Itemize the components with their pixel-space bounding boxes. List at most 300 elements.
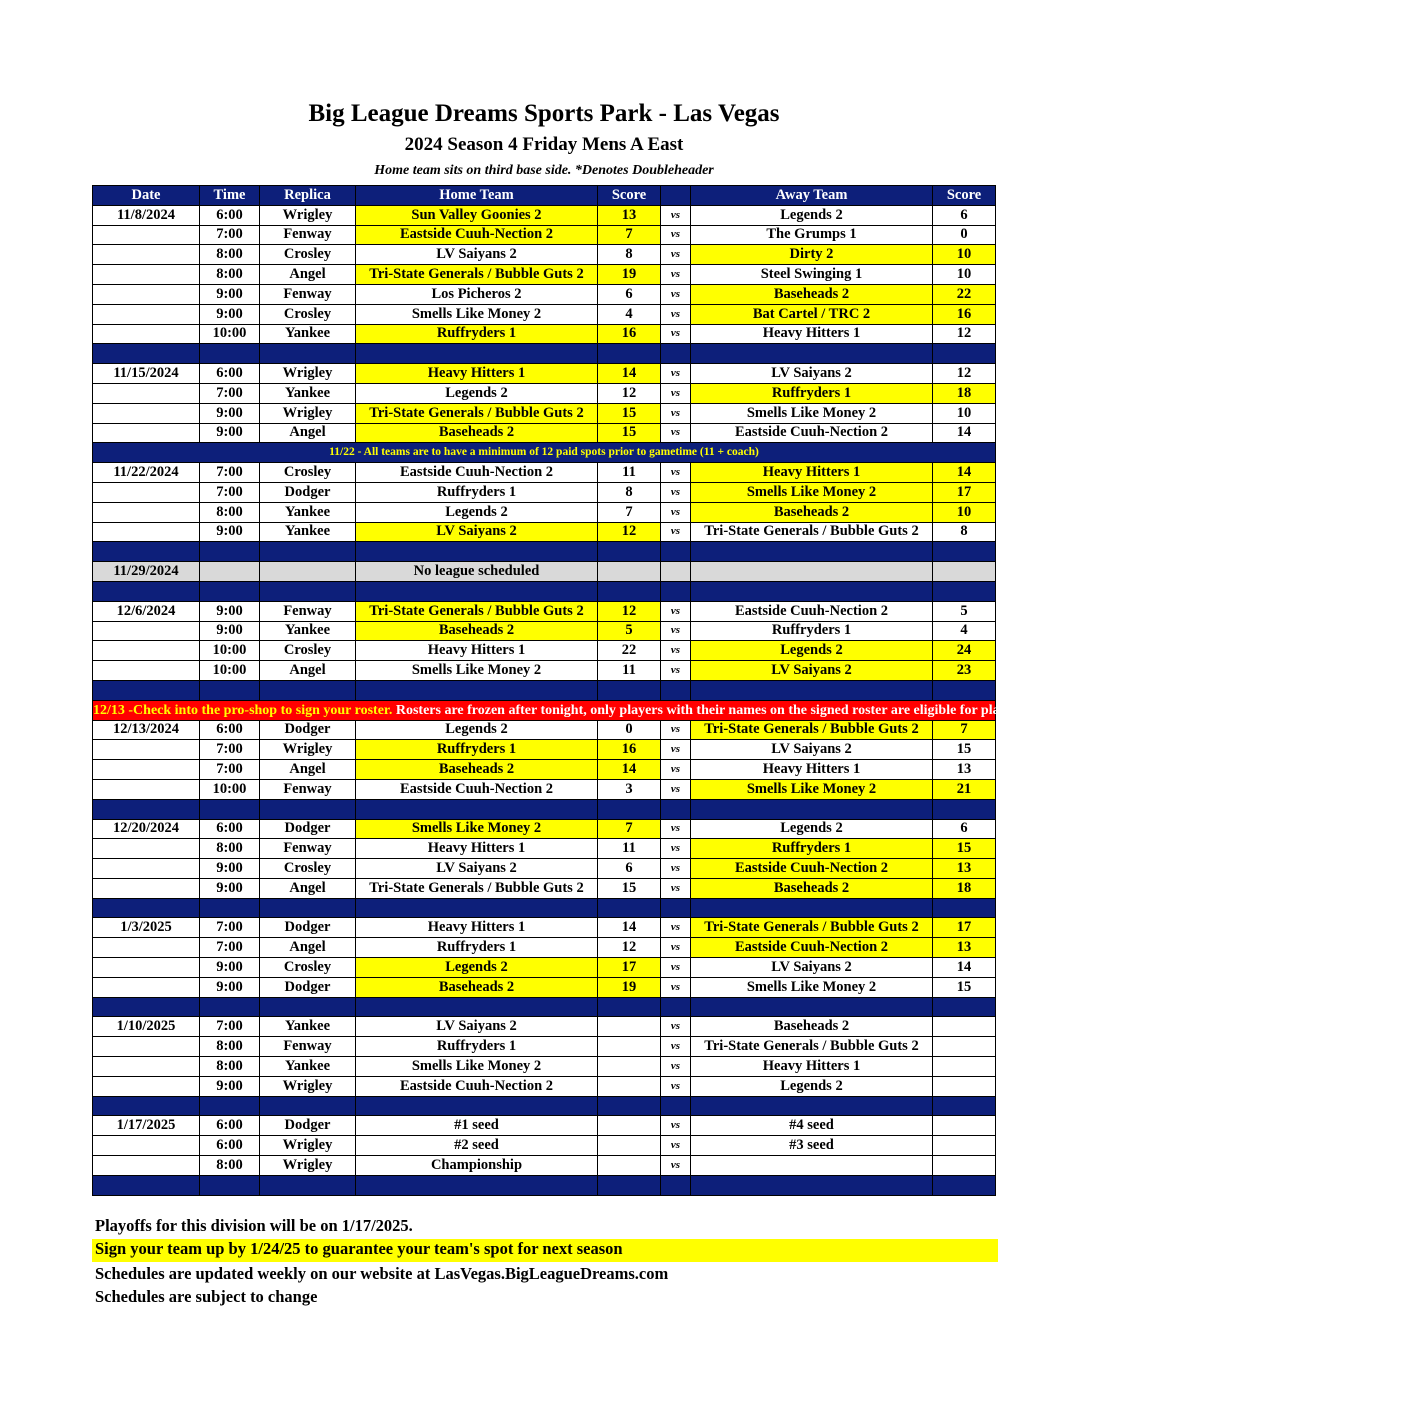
away-score: 18 <box>933 383 996 403</box>
game-field: Wrigley <box>260 205 356 225</box>
game-date <box>93 859 200 879</box>
home-team: LV Saiyans 2 <box>356 522 598 542</box>
away-team: Tri-State Generals / Bubble Guts 2 <box>691 720 933 740</box>
away-score: 16 <box>933 304 996 324</box>
separator-cell <box>200 1175 260 1195</box>
separator-cell <box>93 1175 200 1195</box>
game-row <box>93 364 996 384</box>
home-team: Heavy Hitters 1 <box>356 918 598 938</box>
vs-cell: vs <box>661 1057 691 1077</box>
away-team: Legends 2 <box>691 819 933 839</box>
game-time: 6:00 <box>200 205 260 225</box>
separator-cell <box>200 680 260 700</box>
home-score: 15 <box>598 423 661 443</box>
vs-cell: vs <box>661 423 691 443</box>
game-row <box>93 403 996 423</box>
game-time: 6:00 <box>200 819 260 839</box>
away-score <box>933 1017 996 1037</box>
game-time: 8:00 <box>200 265 260 285</box>
roster-warning-highlight: 12/13 -Check into the pro-shop to sign your roster. <box>93 702 393 718</box>
home-score <box>598 1017 661 1037</box>
col-replica-header: Replica <box>260 186 356 206</box>
game-row <box>93 839 996 859</box>
away-team: Steel Swinging 1 <box>691 265 933 285</box>
game-date <box>93 878 200 898</box>
game-field: Angel <box>260 265 356 285</box>
col-away-score-header: Score <box>933 186 996 206</box>
away-score <box>933 1037 996 1057</box>
away-team: LV Saiyans 2 <box>691 364 933 384</box>
game-field: Yankee <box>260 1057 356 1077</box>
home-team: Legends 2 <box>356 958 598 978</box>
home-score: 16 <box>598 324 661 344</box>
game-row <box>93 284 996 304</box>
vs-cell: vs <box>661 938 691 958</box>
home-team: Smells Like Money 2 <box>356 304 598 324</box>
away-team: Heavy Hitters 1 <box>691 1057 933 1077</box>
game-date <box>93 1057 200 1077</box>
vs-cell: vs <box>661 245 691 265</box>
game-date <box>93 265 200 285</box>
home-score: 14 <box>598 760 661 780</box>
game-date <box>93 958 200 978</box>
game-field: Wrigley <box>260 403 356 423</box>
game-row <box>93 760 996 780</box>
separator-cell <box>260 799 356 819</box>
footer-change-note: Schedules are subject to change <box>95 1287 318 1306</box>
separator-row <box>93 581 996 601</box>
vs-cell: vs <box>661 1037 691 1057</box>
separator-cell <box>661 898 691 918</box>
away-team: Bat Cartel / TRC 2 <box>691 304 933 324</box>
vs-cell: vs <box>661 324 691 344</box>
separator-cell <box>598 542 661 562</box>
home-score: 5 <box>598 621 661 641</box>
separator-cell <box>691 898 933 918</box>
game-time: 7:00 <box>200 1017 260 1037</box>
away-team: Heavy Hitters 1 <box>691 324 933 344</box>
vs-cell: vs <box>661 364 691 384</box>
home-team: Legends 2 <box>356 502 598 522</box>
away-score: 7 <box>933 720 996 740</box>
game-row <box>93 304 996 324</box>
away-score: 15 <box>933 740 996 760</box>
home-team: #1 seed <box>356 1116 598 1136</box>
separator-cell <box>93 344 200 364</box>
separator-cell <box>691 344 933 364</box>
away-team: Heavy Hitters 1 <box>691 463 933 483</box>
home-team: Los Picheros 2 <box>356 284 598 304</box>
game-time: 10:00 <box>200 324 260 344</box>
away-team: Legends 2 <box>691 205 933 225</box>
game-row <box>93 383 996 403</box>
separator-row <box>93 344 996 364</box>
away-team <box>691 1156 933 1176</box>
away-team: Smells Like Money 2 <box>691 482 933 502</box>
vs-cell: vs <box>661 918 691 938</box>
away-team: Ruffryders 1 <box>691 621 933 641</box>
separator-cell <box>933 1175 996 1195</box>
game-field: Crosley <box>260 859 356 879</box>
game-field: Angel <box>260 760 356 780</box>
game-time: 7:00 <box>200 760 260 780</box>
home-score: 12 <box>598 522 661 542</box>
game-time: 7:00 <box>200 383 260 403</box>
away-score: 6 <box>933 205 996 225</box>
game-field: Dodger <box>260 977 356 997</box>
home-team: Legends 2 <box>356 720 598 740</box>
game-time: 9:00 <box>200 878 260 898</box>
separator-cell <box>356 799 598 819</box>
away-score: 14 <box>933 463 996 483</box>
separator-row <box>93 799 996 819</box>
away-team: Eastside Cuuh-Nection 2 <box>691 423 933 443</box>
schedule-table <box>92 185 1421 1196</box>
game-field: Crosley <box>260 641 356 661</box>
home-team: Championship <box>356 1156 598 1176</box>
away-team: Smells Like Money 2 <box>691 779 933 799</box>
away-team: Baseheads 2 <box>691 502 933 522</box>
away-score <box>933 1136 996 1156</box>
game-date: 11/22/2024 <box>93 463 200 483</box>
home-team: Smells Like Money 2 <box>356 819 598 839</box>
separator-cell <box>260 344 356 364</box>
separator-cell <box>691 680 933 700</box>
away-score: 12 <box>933 324 996 344</box>
away-score: 15 <box>933 977 996 997</box>
separator-cell <box>598 898 661 918</box>
game-date <box>93 621 200 641</box>
separator-cell <box>93 898 200 918</box>
separator-cell <box>200 898 260 918</box>
vs-cell: vs <box>661 819 691 839</box>
game-row <box>93 938 996 958</box>
separator-cell <box>598 680 661 700</box>
game-time: 9:00 <box>200 403 260 423</box>
game-date <box>93 403 200 423</box>
game-date <box>93 245 200 265</box>
game-date: 12/20/2024 <box>93 819 200 839</box>
game-row <box>93 1116 996 1136</box>
vs-cell: vs <box>661 779 691 799</box>
header-row <box>93 186 996 206</box>
game-row <box>93 463 996 483</box>
home-team: Baseheads 2 <box>356 621 598 641</box>
game-time: 9:00 <box>200 977 260 997</box>
home-score: 3 <box>598 779 661 799</box>
vs-cell: vs <box>661 463 691 483</box>
game-date <box>93 482 200 502</box>
notice-text: 11/22 - All teams are to have a minimum of 12 paid spots prior to gametime (11 + coach) <box>93 443 996 463</box>
no-league-text: No league scheduled <box>356 562 598 582</box>
game-field: Yankee <box>260 502 356 522</box>
game-date <box>93 423 200 443</box>
home-score: 7 <box>598 819 661 839</box>
home-team: Ruffryders 1 <box>356 324 598 344</box>
home-team: LV Saiyans 2 <box>356 1017 598 1037</box>
game-row <box>93 1037 996 1057</box>
roster-warning-banner <box>93 700 1421 720</box>
game-date: 11/8/2024 <box>93 205 200 225</box>
away-score: 5 <box>933 601 996 621</box>
game-date <box>93 502 200 522</box>
vs-cell: vs <box>661 502 691 522</box>
separator-cell <box>661 1175 691 1195</box>
separator-cell <box>356 997 598 1017</box>
away-team: Tri-State Generals / Bubble Guts 2 <box>691 918 933 938</box>
home-score: 19 <box>598 265 661 285</box>
away-team <box>691 562 933 582</box>
game-date <box>93 839 200 859</box>
vs-cell: vs <box>661 720 691 740</box>
away-team: #4 seed <box>691 1116 933 1136</box>
game-field <box>260 562 356 582</box>
home-team: Eastside Cuuh-Nection 2 <box>356 779 598 799</box>
away-team: Legends 2 <box>691 641 933 661</box>
vs-cell: vs <box>661 522 691 542</box>
game-date <box>93 661 200 681</box>
game-time: 8:00 <box>200 1037 260 1057</box>
game-time: 9:00 <box>200 423 260 443</box>
game-field: Fenway <box>260 779 356 799</box>
page-note: Home team sits on third base side. *Denotes Doubleheader <box>374 163 714 178</box>
no-league-row <box>93 562 996 582</box>
game-date <box>93 225 200 245</box>
game-field: Yankee <box>260 1017 356 1037</box>
home-team: Eastside Cuuh-Nection 2 <box>356 1076 598 1096</box>
separator-cell <box>598 1175 661 1195</box>
game-row <box>93 601 996 621</box>
separator-cell <box>356 1096 598 1116</box>
game-time: 7:00 <box>200 482 260 502</box>
game-time: 7:00 <box>200 918 260 938</box>
home-score: 8 <box>598 245 661 265</box>
game-date <box>93 977 200 997</box>
separator-cell <box>661 799 691 819</box>
away-score: 22 <box>933 284 996 304</box>
game-row <box>93 1017 996 1037</box>
game-field: Angel <box>260 938 356 958</box>
home-score: 14 <box>598 364 661 384</box>
home-score: 7 <box>598 502 661 522</box>
home-team: Smells Like Money 2 <box>356 661 598 681</box>
schedule-body <box>93 205 1421 1195</box>
game-time: 8:00 <box>200 245 260 265</box>
home-team: Ruffryders 1 <box>356 938 598 958</box>
game-field: Dodger <box>260 720 356 740</box>
separator-row <box>93 680 996 700</box>
separator-cell <box>260 1096 356 1116</box>
vs-cell: vs <box>661 265 691 285</box>
game-date <box>93 383 200 403</box>
game-field: Angel <box>260 661 356 681</box>
game-date: 11/29/2024 <box>93 562 200 582</box>
away-score: 13 <box>933 760 996 780</box>
separator-cell <box>356 542 598 562</box>
home-score: 15 <box>598 878 661 898</box>
home-score: 12 <box>598 938 661 958</box>
separator-cell <box>200 799 260 819</box>
separator-cell <box>691 799 933 819</box>
home-team: Heavy Hitters 1 <box>356 839 598 859</box>
away-score: 17 <box>933 918 996 938</box>
away-score <box>933 1057 996 1077</box>
home-score: 12 <box>598 601 661 621</box>
vs-cell: vs <box>661 859 691 879</box>
away-team: Eastside Cuuh-Nection 2 <box>691 859 933 879</box>
home-score: 11 <box>598 463 661 483</box>
vs-cell: vs <box>661 641 691 661</box>
separator-cell <box>933 997 996 1017</box>
home-score <box>598 1136 661 1156</box>
away-team: Baseheads 2 <box>691 1017 933 1037</box>
separator-cell <box>200 1096 260 1116</box>
game-time: 8:00 <box>200 839 260 859</box>
away-score: 12 <box>933 364 996 384</box>
home-score: 22 <box>598 641 661 661</box>
game-time: 6:00 <box>200 720 260 740</box>
home-team: Tri-State Generals / Bubble Guts 2 <box>356 878 598 898</box>
vs-cell: vs <box>661 1076 691 1096</box>
separator-cell <box>933 581 996 601</box>
vs-cell: vs <box>661 958 691 978</box>
game-date <box>93 740 200 760</box>
away-team: Eastside Cuuh-Nection 2 <box>691 938 933 958</box>
page-title: Big League Dreams Sports Park - Las Vegas <box>308 100 780 127</box>
home-score: 17 <box>598 958 661 978</box>
separator-cell <box>661 680 691 700</box>
away-score <box>933 562 996 582</box>
game-row <box>93 423 996 443</box>
home-team: Heavy Hitters 1 <box>356 641 598 661</box>
game-field: Angel <box>260 878 356 898</box>
game-row <box>93 225 996 245</box>
home-team: Tri-State Generals / Bubble Guts 2 <box>356 265 598 285</box>
home-score: 6 <box>598 859 661 879</box>
away-team: Baseheads 2 <box>691 878 933 898</box>
game-time: 6:00 <box>200 1116 260 1136</box>
game-row <box>93 977 996 997</box>
away-team: Baseheads 2 <box>691 284 933 304</box>
game-time <box>200 562 260 582</box>
game-field: Yankee <box>260 621 356 641</box>
separator-cell <box>933 1096 996 1116</box>
vs-cell: vs <box>661 1156 691 1176</box>
separator-cell <box>200 997 260 1017</box>
away-team: LV Saiyans 2 <box>691 958 933 978</box>
away-score <box>933 1116 996 1136</box>
home-score <box>598 1057 661 1077</box>
away-score: 21 <box>933 779 996 799</box>
home-score: 13 <box>598 205 661 225</box>
home-team: Heavy Hitters 1 <box>356 364 598 384</box>
away-score: 13 <box>933 859 996 879</box>
game-date: 11/15/2024 <box>93 364 200 384</box>
game-date <box>93 938 200 958</box>
game-time: 9:00 <box>200 621 260 641</box>
game-time: 8:00 <box>200 502 260 522</box>
vs-cell: vs <box>661 621 691 641</box>
game-time: 7:00 <box>200 463 260 483</box>
game-time: 8:00 <box>200 1057 260 1077</box>
away-team: Tri-State Generals / Bubble Guts 2 <box>691 522 933 542</box>
game-field: Yankee <box>260 324 356 344</box>
vs-cell: vs <box>661 1017 691 1037</box>
game-time: 9:00 <box>200 958 260 978</box>
game-date <box>93 1037 200 1057</box>
home-score: 7 <box>598 225 661 245</box>
game-field: Fenway <box>260 1037 356 1057</box>
away-team: LV Saiyans 2 <box>691 661 933 681</box>
game-row <box>93 779 996 799</box>
game-row <box>93 482 996 502</box>
away-team: Ruffryders 1 <box>691 839 933 859</box>
game-date <box>93 522 200 542</box>
home-team: LV Saiyans 2 <box>356 859 598 879</box>
vs-cell: vs <box>661 839 691 859</box>
away-score: 14 <box>933 423 996 443</box>
away-score: 4 <box>933 621 996 641</box>
footer-website-note: Schedules are updated weekly on our website at LasVegas.BigLeagueDreams.com <box>95 1264 669 1283</box>
home-score <box>598 1076 661 1096</box>
separator-cell <box>93 581 200 601</box>
game-date <box>93 1156 200 1176</box>
home-team: Tri-State Generals / Bubble Guts 2 <box>356 601 598 621</box>
game-field: Yankee <box>260 383 356 403</box>
home-team: #2 seed <box>356 1136 598 1156</box>
home-score: 8 <box>598 482 661 502</box>
game-date: 1/10/2025 <box>93 1017 200 1037</box>
away-score: 23 <box>933 661 996 681</box>
separator-cell <box>598 997 661 1017</box>
vs-cell: vs <box>661 1116 691 1136</box>
home-score: 19 <box>598 977 661 997</box>
vs-cell: vs <box>661 403 691 423</box>
separator-cell <box>260 680 356 700</box>
page-subtitle: 2024 Season 4 Friday Mens A East <box>404 134 684 155</box>
away-score: 15 <box>933 839 996 859</box>
vs-cell: vs <box>661 740 691 760</box>
away-team: Smells Like Money 2 <box>691 403 933 423</box>
home-team: LV Saiyans 2 <box>356 245 598 265</box>
home-team: Ruffryders 1 <box>356 1037 598 1057</box>
vs-cell: vs <box>661 284 691 304</box>
separator-row <box>93 997 996 1017</box>
separator-cell <box>598 1096 661 1116</box>
home-team: Baseheads 2 <box>356 760 598 780</box>
col-home-team-header: Home Team <box>356 186 598 206</box>
vs-cell: vs <box>661 383 691 403</box>
separator-cell <box>598 799 661 819</box>
vs-cell: vs <box>661 661 691 681</box>
game-row <box>93 641 996 661</box>
game-row <box>93 859 996 879</box>
away-score <box>933 1076 996 1096</box>
game-date: 12/6/2024 <box>93 601 200 621</box>
home-team: Eastside Cuuh-Nection 2 <box>356 463 598 483</box>
separator-cell <box>356 344 598 364</box>
home-team: Eastside Cuuh-Nection 2 <box>356 225 598 245</box>
game-time: 9:00 <box>200 522 260 542</box>
separator-cell <box>93 997 200 1017</box>
home-score: 4 <box>598 304 661 324</box>
col-home-score-header: Score <box>598 186 661 206</box>
game-field: Fenway <box>260 225 356 245</box>
separator-cell <box>598 581 661 601</box>
game-date: 12/13/2024 <box>93 720 200 740</box>
home-team: Ruffryders 1 <box>356 740 598 760</box>
col-date-header: Date <box>93 186 200 206</box>
